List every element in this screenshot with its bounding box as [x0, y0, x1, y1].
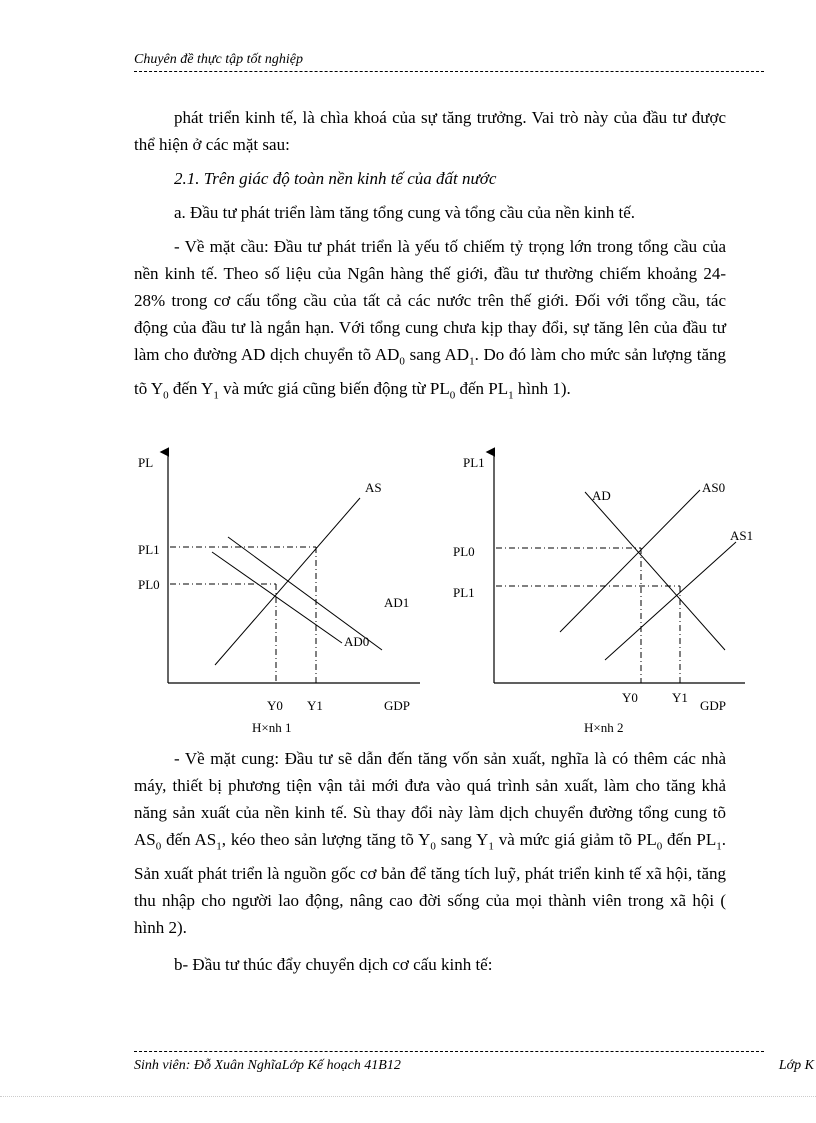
fig1-y-label: PL	[138, 455, 154, 470]
fig1-as-label: AS	[365, 480, 382, 495]
fig2-as0-line	[560, 490, 700, 632]
page-header	[134, 52, 764, 72]
fig1-y0-label: Y0	[267, 698, 283, 713]
fig2-as1-line	[605, 542, 736, 660]
body-text-bottom	[134, 745, 726, 988]
footer-class: Lớp K	[778, 1058, 814, 1073]
fig1-y1-label: Y1	[307, 698, 323, 713]
section-heading: 2.1. Trên giác độ toàn nền kinh tế của đất nước	[174, 169, 497, 188]
figure-2	[453, 452, 753, 735]
fig2-pl1-label: PL1	[453, 585, 475, 600]
fig1-ad0-line	[212, 552, 342, 643]
fig1-ad1-label: AD1	[384, 595, 410, 610]
intro-paragraph: phát triển kinh tế, là chìa khoá của sự tăng trưởng. Vai trò này của đầu tư được thể hiện ở các mặt sau:	[134, 108, 726, 154]
fig1-ad0-label: AD0	[344, 634, 370, 649]
fig2-as1-label: AS1	[730, 528, 754, 543]
fig2-y-label: PL1	[463, 455, 485, 470]
fig2-pl0-label: PL0	[453, 544, 475, 559]
footer-student: Sinh viên: Đỗ Xuân NghĩaLớp Kế hoạch 41B12	[134, 1058, 401, 1073]
fig2-y0-label: Y0	[622, 690, 638, 705]
fig2-ad-label: AD	[592, 488, 611, 503]
page-footer	[134, 1058, 814, 1074]
fig1-pl1-label: PL1	[138, 542, 160, 557]
item-a-paragraph: a. Đầu tư phát triển làm tăng tổng cung và tổng cầu của nền kinh tế.	[174, 203, 635, 222]
fig2-caption: H×nh 2	[584, 720, 624, 735]
fig2-x-label: GDP	[700, 698, 727, 713]
figures	[120, 440, 760, 740]
figure-1	[138, 452, 420, 735]
body-text-top	[134, 104, 726, 417]
footer-divider	[134, 1051, 764, 1052]
fig1-caption: H×nh 1	[252, 720, 292, 735]
fig2-as0-label: AS0	[702, 480, 726, 495]
fig1-pl0-label: PL0	[138, 577, 160, 592]
economic-diagrams	[120, 440, 760, 740]
supply-paragraph: - Về mặt cung: Đầu tư sẽ dẫn đến tăng vốn sản xuất, nghĩa là có thêm các nhà máy, thiết bị phương tiện vận tải mới đưa vào quá trình sản xuất, làm cho tăng khả năng sản xuất của nền kinh tế. Sù thay đổi này làm dịch chuyển đường tổng cung tõ $AS_0$ đến $AS_1$, kéo theo sản lượng tăng tõ $Y_0$ sang $Y_1$ và mức giá giảm tõ $PL_0$ đến $PL_1$. Sản xuất phát triển là nguồn gốc cơ bản để tăng tích luỹ, phát triển kinh tế xã hội, tăng thu nhập cho người lao động, nâng cao đời sống của mọi thành viên trong xã hội ( hình 2).	[134, 749, 727, 938]
fig2-y1-label: Y1	[672, 690, 688, 705]
page-edge	[0, 1096, 816, 1097]
item-b-paragraph: b- Đầu tư thúc đẩy chuyển dịch cơ cấu kinh tế:	[174, 955, 493, 975]
fig1-x-label: GDP	[384, 698, 411, 713]
demand-paragraph: - Về mặt cầu: Đầu tư phát triển là yếu tố chiếm tỷ trọng lớn trong tổng cầu của nền kinh tế. Theo số liệu của Ngân hàng thế giới, đầu tư thường chiếm khoảng 24- 28% trong cơ cấu tổng cầu của tất cả các nước trên thế giới. Đối với tổng cầu, tác động của đầu tư là ngắn hạn. Với tổng cung chưa kịp thay đổi, sự tăng lên của đầu tư làm cho đường AD dịch chuyển tõ $AD_0$ sang $AD_1$. Do đó làm cho mức sản lượng tăng tõ $Y_0$ đến $Y_1$ và mức giá cũng biến động từ $PL_0$ đến $PL_1$ hình 1).	[134, 237, 727, 402]
header-title: Chuyên đề thực tập tốt nghiệp	[134, 52, 303, 67]
